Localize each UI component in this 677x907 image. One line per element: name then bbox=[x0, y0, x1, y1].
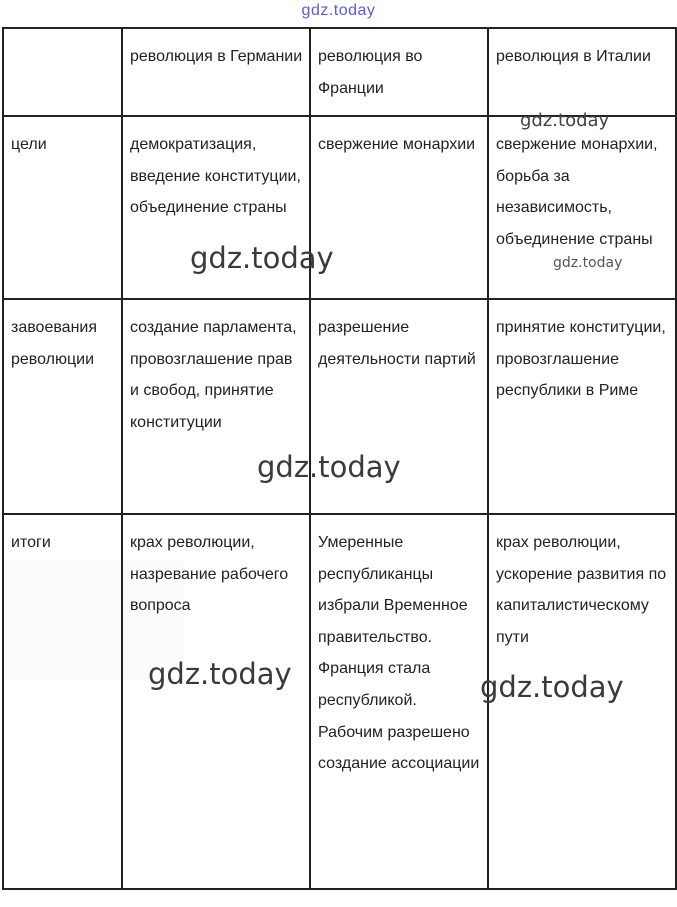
comparison-table bbox=[2, 27, 677, 890]
watermark-overlay: gdz.today bbox=[553, 255, 623, 271]
watermark-overlay: gdz.today bbox=[520, 110, 610, 131]
cell-results-france: Умеренные республиканцы избрали Временное правительство. Франция стала республикой. Рабочим разрешено создание ассоциации bbox=[310, 514, 488, 889]
site-watermark-top: gdz.today bbox=[301, 2, 376, 19]
watermark-overlay: gdz.today bbox=[190, 241, 334, 275]
table-row bbox=[3, 299, 676, 514]
row-label-achievements: завоевания революции bbox=[3, 299, 122, 514]
cell-results-germany: крах революции, назревание рабочего вопроса bbox=[122, 514, 310, 889]
watermark-overlay: gdz.today bbox=[257, 450, 401, 484]
row-label-goals: цели bbox=[3, 116, 122, 299]
cell-goals-france: свержение монархии bbox=[310, 116, 488, 299]
row-label-results: итоги bbox=[3, 514, 122, 889]
cell-goals-italy: свержение монархии, борьба за независимость, объединение страны bbox=[488, 116, 676, 299]
cell-achievements-germany: создание парламента, провозглашение прав и свобод, принятие конституции bbox=[122, 299, 310, 514]
cell-achievements-france: разрешение деятельности партий bbox=[310, 299, 488, 514]
header-cell-italy: революция в Италии bbox=[488, 28, 676, 116]
cell-results-italy: крах революции, ускорение развития по капиталистическому пути bbox=[488, 514, 676, 889]
watermark-overlay: gdz.today bbox=[148, 657, 292, 691]
header-cell-france: революция во Франции bbox=[310, 28, 488, 116]
table-header-row bbox=[3, 28, 676, 116]
cell-goals-germany: демократизация, введение конституции, объединение страны bbox=[122, 116, 310, 299]
table-row bbox=[3, 116, 676, 299]
watermark-overlay: gdz.today bbox=[480, 670, 624, 704]
cell-achievements-italy: принятие конституции, провозглашение республики в Риме bbox=[488, 299, 676, 514]
header-cell-germany: революция в Германии bbox=[122, 28, 310, 116]
table-row bbox=[3, 514, 676, 889]
header-cell-empty bbox=[3, 28, 122, 116]
